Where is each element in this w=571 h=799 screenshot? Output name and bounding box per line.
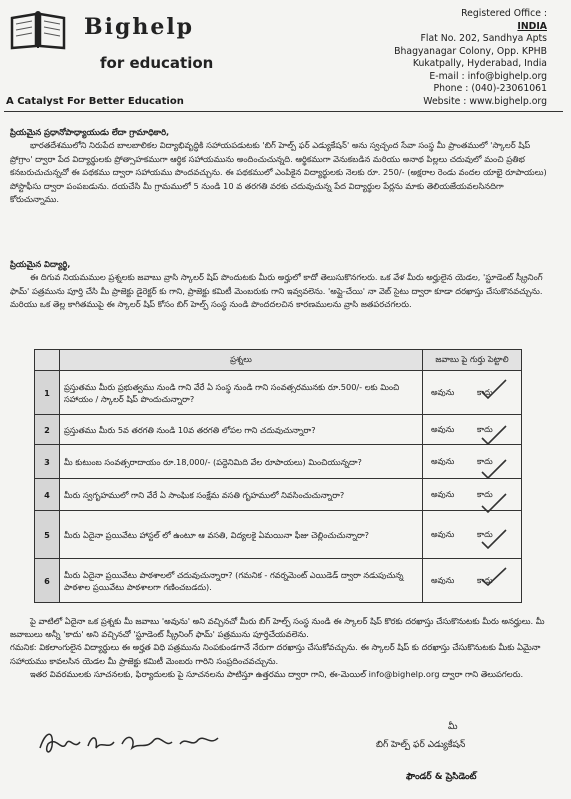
table-row xyxy=(35,511,522,559)
yes-option[interactable]: అవును xyxy=(431,574,455,585)
check-icon xyxy=(482,380,506,398)
row-question: మీరు ఏదైనా ప్రయివేటు పాఠశాలలో చదువుచున్నారా? (గమనిక - గవర్నమెంట్ ఎయిడెడ్ ద్వారా నడుపుచున్న పాఠశాల ప్రయివేటు పాఠశాలగా గణించబడదు). xyxy=(60,559,423,603)
check-icon xyxy=(482,494,506,512)
header-answer: జవాబు పై గుర్తు పెట్టాలి xyxy=(423,350,522,371)
row-question: మీరు స్వగృహములో గాని వేరే ఏ సాంఘిక సంక్షేమ వసతి గృహములో నివసించుచున్నారా? xyxy=(60,479,423,511)
check-icon xyxy=(482,568,506,585)
row-question: మీరు ఏదైనా ప్రయివేటు హాస్టల్ లో ఉంటూ ఆ వసతి, విద్యలకై ఏమయినా ఫీజు చెల్లించుచున్నారా? xyxy=(60,511,423,559)
no-option[interactable]: కాదు xyxy=(477,574,493,585)
yes-option[interactable]: అవును xyxy=(431,423,455,434)
intro-section xyxy=(10,126,553,206)
intro-paragraph: భారతదేశములోని నిరుపేద బాలబాలికల విద్యాభివృద్ధికి సహాయపడుటకు 'బిగ్ హెల్ప్ ఫర్ ఎడ్యుకేషన్' అను స్వచ్ఛంద సేవా సంస్థ మీ ప్రాంతములో 'స్కాలర్ షిప్ ప్రోగ్రాం' ద్వారా పేద విద్యార్థులకు ప్రోత్సాహకముగా ఆర్థిక సహాయమును అందించుచున్నది. ఆర్థికముగా వెనుకబడిన మరియు అనాథ పిల్లలు చదువులో మంచి ప్రతిభ కనబరుచుచున్నచో ఈ పథకము ద్వారా సహాయము పొందవచ్చును. ఈ పథకములో ఎంపికైన విద్యార్థులకు నెలకు రూ. 250/- (అక్షరాల రెండు వందల యాభై రూపాయలు) పోస్టాఫీసు ద్వారా పంపబడును. దయచేసి మీ గ్రామములో 5 నుండి 10 వ తరగతి వరకు చదువుచున్న పేద విద్యార్థుల పేర్లను మాకు తెలియజేయవలసినదిగా కోరుచున్నాము. xyxy=(10,140,547,205)
office-address xyxy=(394,8,547,108)
yes-option[interactable]: అవును xyxy=(431,455,455,466)
closing-paragraph-3: ఇతర వివరములకు సూచనలకు, ఫిర్యాదులకు పై సూచనలను పాటిస్తూ ఉత్తరము ద్వారా గాని, ఈ-మెయిల్ info@bighelp.org ద్వారా గాని తెలుపగలరు. xyxy=(30,668,524,679)
yes-option[interactable]: అవును xyxy=(431,386,455,397)
signatory-title: ఫౌండర్ & ప్రెసిడెంట్ xyxy=(406,772,477,782)
table-row xyxy=(35,445,522,479)
office-title: Registered Office : xyxy=(461,8,547,19)
student-paragraph: ఈ దిగువ నియమముల ప్రశ్నలకు జవాబు వ్రాసి స్కాలర్ షిప్ పొందుటకు మీరు అర్హులో కాదో తెలుసుకొనగలరు. ఒక వేళ మీరు అర్హులైన యెడల, 'స్టూడెంట్ స్క్రీనింగ్ ఫామ్' పత్రమును పూర్తి చేసి మీ ప్రాజెక్టు డైరెక్టర్ కు గాని, ప్రాజెక్టు కమిటీ మెంబరుకు గాని ఇవ్వవలెను. 'అప్లై-చేయి' నా వెబ్ సైటు ద్వారా కూడా దరఖాస్తు చేసుకొనవచ్చును. మరియు ఒక తెల్ల కాగితముపై ఈ స్కాలర్ షిప్ కోసం బిగ్ హెల్ప్ సంస్థ నుండి పొందదలచిన కారణములను వ్రాసి జతపరచగలరు. xyxy=(10,272,543,310)
row-question: ప్రస్తుతము మీరు ప్రభుత్వము నుండి గాని వేరే ఏ సంస్థ నుండి గాని సంవత్సరమునకు రూ.500/- లకు మించి సహాయం / స్కాలర్ షిప్ పొందుచున్నారా? xyxy=(60,371,423,415)
table-row xyxy=(35,415,522,445)
eligibility-table xyxy=(34,349,522,603)
table-row xyxy=(35,371,522,415)
office-line: Kukatpally, Hyderabad, India xyxy=(412,58,547,69)
office-phone: Phone : (040)-23061061 xyxy=(433,83,547,94)
intro-salutation: ప్రియమైన ప్రధానోపాధ్యాయుడు లేదా గ్రామాధికారి, xyxy=(10,127,170,137)
tick-marks xyxy=(476,376,516,586)
no-option[interactable]: కాదు xyxy=(477,455,493,466)
yes-option[interactable]: అవును xyxy=(431,488,455,499)
check-icon xyxy=(482,426,506,444)
no-option[interactable]: కాదు xyxy=(477,386,493,397)
handwritten-signature xyxy=(36,722,226,762)
row-question: మీ కుటుంబ సంవత్సరాదాయం రూ.18,000/- (పద్దెనిమిది వేల రూపాయలు) మించియున్నదా? xyxy=(60,445,423,479)
row-number: 1 xyxy=(35,371,60,415)
closing-paragraph-1: పై వాటిలో ఏదైనా ఒక ప్రశ్నకు మీ జవాబు 'అవును' అని వచ్చినచో మీరు బిగ్ హెల్ప్ సంస్థ నుండి ఈ స్కాలర్ షిప్ కొరకు దరఖాస్తు చేసుకొనుటకు మీరు అనర్హులు. మీ జవాబులు అన్నీ 'కాదు' అని వచ్చినచో 'స్టూడెంట్ స్క్రీనింగ్ ఫామ్' పత్రమును పూర్తిచేయవలెను. xyxy=(10,616,545,640)
closing-section xyxy=(10,615,551,681)
yes-option[interactable]: అవును xyxy=(431,528,455,539)
row-question: ప్రస్తుతము మీరు 5వ తరగతి నుండి 10వ తరగతి లోపల గాని చదువుచున్నారా? xyxy=(60,415,423,445)
office-line: Bhagyanagar Colony, Opp. KPHB xyxy=(394,45,547,57)
office-line: Flat No. 202, Sandhya Apts xyxy=(420,33,547,44)
table-row xyxy=(35,479,522,511)
row-number: 3 xyxy=(35,445,60,479)
check-icon xyxy=(482,530,506,548)
brand-name: Bighelp xyxy=(84,14,195,40)
office-website[interactable]: Website : www.bighelp.org xyxy=(423,95,547,107)
brand-subtitle: for education xyxy=(100,54,214,72)
no-option[interactable]: కాదు xyxy=(477,528,493,539)
no-option[interactable]: కాదు xyxy=(477,488,493,499)
row-number: 5 xyxy=(35,511,60,559)
header-divider xyxy=(4,111,563,112)
yours-label: మీ xyxy=(448,722,458,732)
book-logo-icon xyxy=(8,10,68,52)
closing-note: గమనిక: వికలాంగులైన విద్యార్థులు ఈ అర్హత విధి పత్రమును నింపకుండగానే నేరుగా దరఖాస్తు చేసుకోవచ్చును. ఈ స్కాలర్ షిప్ కు దరఖాస్తు చేసుకొనుటకు మీకు ఏమైనా సహాయము కావలసిన యెడల మీ ప్రాజెక్టు కమిటీ మెంబరు గారిని సంప్రదించవచ్చును. xyxy=(10,642,541,666)
table-header-row xyxy=(35,350,522,371)
row-number: 4 xyxy=(35,479,60,511)
student-section xyxy=(10,258,553,312)
tagline: A Catalyst For Better Education xyxy=(6,96,184,107)
student-salutation: ప్రియమైన విద్యార్థి, xyxy=(10,259,71,269)
header-question: ప్రశ్నలు xyxy=(60,350,423,371)
header-no xyxy=(35,350,60,371)
row-number: 6 xyxy=(35,559,60,603)
organization-name: బిగ్ హెల్ప్ ఫర్ ఎడ్యుకేషన్ xyxy=(376,740,466,750)
no-option[interactable]: కాదు xyxy=(477,423,493,434)
office-email[interactable]: E-mail : info@bighelp.org xyxy=(429,70,547,82)
row-number: 2 xyxy=(35,415,60,445)
check-icon xyxy=(482,460,506,478)
office-country: INDIA xyxy=(517,20,547,32)
table-row xyxy=(35,559,522,603)
